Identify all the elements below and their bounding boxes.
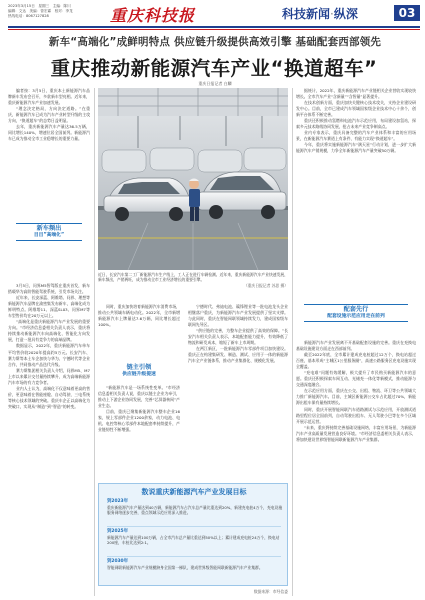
paragraph: “未来，重庆将持续完善基础设施网络，丰富应用场景，为新能源汽车产业高质量发展营造良好环境。”市经济信息委相关负责人表示，将加快建设世界级智能网联新能源汽车产业集群。 xyxy=(296,424,416,442)
paragraph: 去年，重庆新能源汽车产量达36.5万辆，同比增长140%，增速位居全国前列。新能源汽车已成为推动全市工业稳增长的重要力量。 xyxy=(8,124,90,142)
byline: 重庆日报记者 白麟 xyxy=(198,81,232,86)
paragraph: 编者按：3月5日，重庆本土新能源汽车品牌新车发布会召开，多款新车型亮相。近年来，重庆新能源汽车产业加速发展。 xyxy=(8,88,90,106)
article-column-4 xyxy=(296,88,416,300)
subhead-supply-chain xyxy=(98,364,180,384)
paragraph: 同时，重庆开展智能网联汽车道路测试与示范应用，开放测试道路里程位居全国前列，自动驾驶出租车、无人驾驶小巴等在多个区域开展示范运营。 xyxy=(296,406,416,424)
paragraph: 截至2022年底，全市累计建成充电桩超过12万个，换电站超过百座，基本形成“主城区1公里服务圈”，高速公路服务区充电设施实现全覆盖。 xyxy=(296,352,416,370)
photo-caption-text: 近日，长安汽车第二工厂新能源汽车生产线上，工人正在进行车辆检测。近年来，重庆新能源汽车产业快速发展，新车频出，产销两旺，成为推动全市工业经济增长的重要引擎。 xyxy=(98,272,288,283)
photo-illustration xyxy=(98,88,288,270)
paragraph: 在两江新区，一批新能源汽车零部件项目加快建设。重庆正在构建集研发、制造、测试、应用于一体的新能源汽车全产业链体系，推动产业集群化、规模化发展。 xyxy=(188,346,288,364)
paragraph: 今年，重庆将实施新能源汽车“满天星”行动计划，进一步扩大新能源汽车产销规模，力争全年新能源汽车产量突破50万辆。 xyxy=(296,142,416,154)
infographic-development-targets xyxy=(98,483,288,586)
paragraph: “高端化是重庆新能源汽车产业发展的重要方向。”市经济信息委相关负责人表示，重庆将持续推动新能源汽车向高端化、智能化方向发展，打造一批具有竞争力的高端品牌。 xyxy=(8,319,90,343)
subhead-infrastructure xyxy=(296,303,416,337)
paragraph: 近年来，长安深蓝、阿维塔、问界、理想等新能源汽车品牌在渝密集发布新车，高端化成为鲜明特点。阿维塔11、深蓝SL03、问界M7等车型售价均在20万元以上。 xyxy=(8,295,90,319)
infographic-text: 重庆新能源汽车产量达到40万辆，新能源汽车占汽车总产量比重达到20%，新建充电桩4万个，充电设施服务网络逐步完善，重点领域示范应用深入推进。 xyxy=(107,505,283,516)
subhead-rule xyxy=(16,240,82,241)
infographic-text: 新能源汽车产量达到100万辆，占全市汽车总产量比重达到50%以上；累计建成充电桩24万个，换电站200座，车桩比达到2:1。 xyxy=(107,535,280,546)
subhead-rule xyxy=(304,321,408,322)
photo-credit: （重庆日报记者 苏思 摄） xyxy=(243,282,288,288)
paragraph: 新能源汽车产业发展离不开基础配套设施的完善。重庆在充换电基础设施建设方面走在西部前列。 xyxy=(296,340,416,352)
subhead-caption: 链主引领 xyxy=(126,364,152,371)
paragraph: 3月5日，问界M5智驾版在重庆首发，新车搭载华为高阶智能驾驶系统，引发市场关注。 xyxy=(8,283,90,295)
paragraph: 目前，重庆已聚集新能源汽车整车企业16家，规上零部件企业1200余家，动力电池、电机、电控等核心零部件本地配套率持续提升，产业链韧性不断增强。 xyxy=(98,409,180,433)
infographic-text: 智能网联新能源汽车产业规模跻身全国第一梯队，建成世界级智能网联新能源汽车产业集群。 xyxy=(107,565,263,570)
kicker: 新车“高端化”成鲜明特点 供应链升级提供高效引擎 基础配套西部领先 xyxy=(48,36,382,48)
subhead-caption: 配套先行 xyxy=(343,305,369,313)
paragraph: 同时，重庆加快培育新能源汽车消费市场，推动公共领域车辆电动化。2022年，全市新增新能源汽车上牌量达7.6万辆，同比增长超过100%。 xyxy=(98,304,180,328)
section-subname: 纵深 xyxy=(333,7,358,21)
subhead-text: 目目”高端化” xyxy=(33,232,65,238)
section-title xyxy=(282,5,358,22)
infographic-divider xyxy=(107,556,281,557)
page-headline: 重庆推动新能源汽车产业“换道超车” xyxy=(50,57,378,80)
subhead-caption: 新车频出 xyxy=(36,224,62,232)
subhead-text: 供应链升级提速 xyxy=(122,372,156,377)
subhead-new-models xyxy=(8,222,90,258)
photo-caption xyxy=(98,272,288,288)
article-column-4-continued xyxy=(296,340,416,596)
paragraph: 业内人士认为，高端化不仅意味着更高的售价，更意味着在智能座舱、自动驾驶、三电系统等核心技术领域的突破。重庆车企正以高端化为突破口，实现从“制造”到“智造”的转变。 xyxy=(8,385,90,409)
paragraph: 宁德时代、弗迪电池、赣锋锂业等一批电池龙头企业相继落户重庆，为新能源汽车产业发展提供了坚实支撑。与此同时，重庆在智能网联领域持续发力，建成国家级车联网先导区。 xyxy=(188,304,288,328)
paragraph: 赛力斯集团相关负责人介绍，问界M5、M7上市以来累计交付量持续攀升，成为高端新能源汽车市场的有力竞争者。 xyxy=(8,367,90,385)
issue-meta-text: 2023年3月15日 星期三 主编：陈川 编辑：文达 美编：曾宏霖 校对：李龙 xyxy=(8,4,75,13)
paragraph: 数据显示，2022年，重庆新能源汽车单车平均售价较2020年提高约5万元。长安汽车、赛力斯等本土车企加快与华为、宁德时代等企业合作，共同推动产品迭代升级。 xyxy=(8,343,90,367)
paragraph: 业内专家表示，重庆具备完整的汽车产业体系和丰富的应用场景，在新能源汽车赛道上有条件、有能力实现“换道超车”。 xyxy=(296,130,416,142)
infographic-year: 到2030年 xyxy=(107,559,129,564)
paragraph: “理念決定格局，方向決定道路。”在重庆，新能源汽车已成为汽车产业转型升级的主攻方向，“换道超车”的态势日益明显。 xyxy=(8,106,90,124)
masthead-rule-accent xyxy=(8,29,420,30)
subhead-text: 配套设施示范应用走在前列 xyxy=(327,313,385,319)
hotline: 热线电话：8067127828 xyxy=(8,14,49,18)
paragraph: 在示范应用方面，重庆在公交、出租、物流、环卫等公共领域大力推广新能源汽车。目前，主城区新能源公交车占比超过70%，新能源出租车保有量持续增长。 xyxy=(296,388,416,406)
article-column-1-continued xyxy=(8,283,90,596)
paragraph: 重庆还积极推动氢燃料电池汽车示范应用，布局建设加氢站，探索多元技术路线协同发展，抢占未来产业竞争制高点。 xyxy=(296,118,416,130)
article-column-2-continued xyxy=(98,385,180,478)
subhead-rule xyxy=(16,223,82,224)
article-column-2 xyxy=(98,304,180,362)
page-number: 03 xyxy=(394,5,420,21)
newspaper-logo: 重庆科技报 xyxy=(110,6,196,25)
subhead-rule xyxy=(304,304,408,305)
column-rule xyxy=(292,88,293,596)
infographic-row xyxy=(107,559,283,570)
infographic-row xyxy=(107,529,283,545)
section-name: 科技新闻 xyxy=(282,7,331,21)
news-photo-ev-production-line xyxy=(98,88,288,270)
infographic-row xyxy=(107,499,283,515)
article-column-1 xyxy=(8,88,90,218)
article-column-3 xyxy=(188,304,288,478)
infographic-title: 数说重庆新能源汽车产业发展目标 xyxy=(141,488,247,496)
infographic-divider xyxy=(107,526,281,527)
paragraph: “新能源汽车是一场系统性变革。”市经济信息委相关负责人说，重庆以链主企业为牵引，推动上下游企业协同发展，完善“芯屏器核网”产业生态。 xyxy=(98,385,180,409)
infographic-year: 到2025年 xyxy=(107,529,129,534)
infographic-credit: 数据来源：市经信委 xyxy=(253,589,288,594)
paragraph: 据统计，2022年，重庆新能源汽车产业链相关企业营收实现较快增长。全市汽车产业“含新量”“含智量”显著提升。 xyxy=(296,88,416,100)
paragraph: “充电难”问题有效缓解，极大提升了市民购买新能源汽车的意愿。重庆还积极探索车网互动、光储充一体化等新模式，推动能源与交通深度融合。 xyxy=(296,370,416,388)
paragraph: 在技术创新方面，重庆加快关键核心技术攻关，支持企业建设研发中心。目前，全市已建成汽车领域国家级企业技术中心十余个，创新平台体系不断完善。 xyxy=(296,100,416,118)
paragraph: “供应链的完善，为整车企业提供了高效的保障。”长安汽车相关负责人表示，本地配套能力提升，有效降低了物流和研发成本，缩短了新车上市周期。 xyxy=(188,328,288,346)
issue-meta xyxy=(8,4,74,19)
infographic-year: 到2023年 xyxy=(107,499,129,504)
section-separator: · xyxy=(330,7,334,21)
column-rule xyxy=(94,88,95,596)
masthead-rule xyxy=(8,26,420,28)
